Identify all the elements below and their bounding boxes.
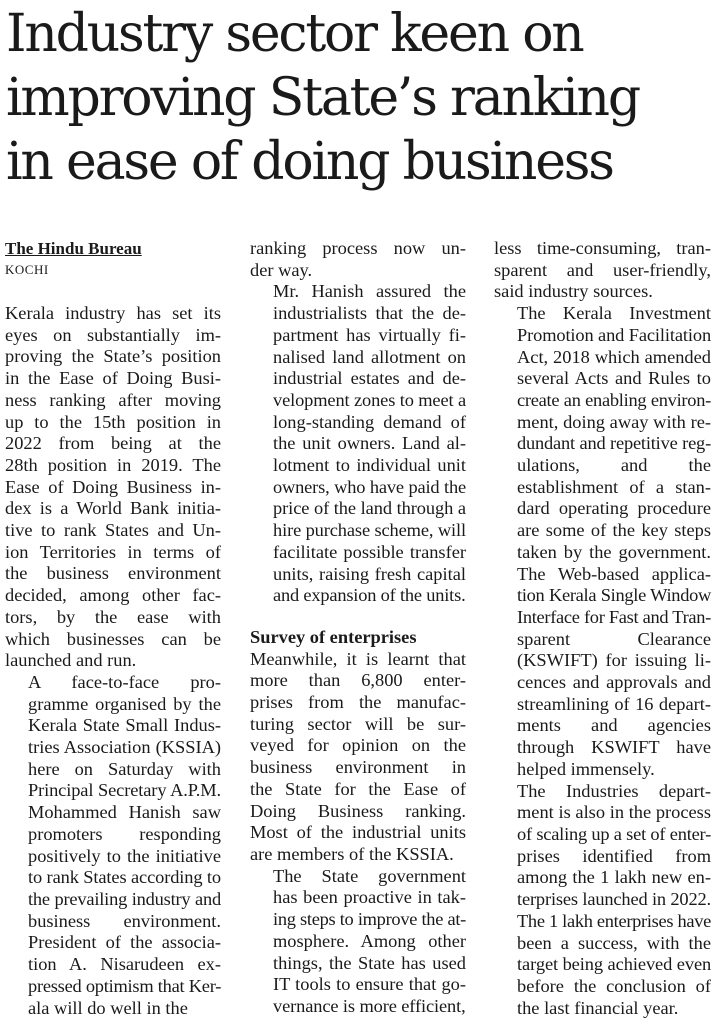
text-line: are some of the key steps	[494, 520, 711, 542]
text-line: facilitate possible transfer	[250, 542, 466, 564]
text-line: Meanwhile, it is learnt that	[250, 649, 466, 671]
paragraph	[250, 866, 466, 1018]
text-line: dundant and repetitive reg-	[494, 433, 711, 455]
subheading: Survey of enterprises	[250, 627, 466, 649]
text-line: the prevailing industry and	[5, 889, 221, 911]
headline-line: improving State’s ranking	[6, 66, 712, 130]
text-line: owners, who have paid the	[250, 477, 466, 499]
text-line: Mohammed Hanish saw	[5, 802, 221, 824]
text-line: business environment.	[5, 911, 221, 933]
text-line: turing sector will be sur-	[250, 714, 466, 736]
paragraph	[494, 238, 711, 303]
text-line: The 1 lakh enterprises have	[494, 911, 711, 933]
text-line: gramme organised by the	[5, 694, 221, 716]
text-line: tors, by the ease with	[5, 607, 221, 629]
paragraph	[250, 238, 466, 281]
text-line: launched and run.	[5, 650, 221, 672]
text-line: several Acts and Rules to	[494, 368, 711, 390]
text-line: been a success, with the	[494, 933, 711, 955]
text-line: ranking process now un-	[250, 238, 466, 260]
paragraph	[250, 281, 466, 607]
text-line: said industry sources.	[494, 281, 711, 303]
text-line: through KSWIFT have	[494, 737, 711, 759]
text-line: target being achieved even	[494, 954, 711, 976]
article-column-3	[494, 238, 711, 1019]
text-line: long-standing demand of	[250, 412, 466, 434]
headline-line: Industry sector keen on	[6, 2, 712, 66]
text-line: things, the State has used	[250, 953, 466, 975]
text-line: positively to the initiative	[5, 846, 221, 868]
text-line: (KSWIFT) for issuing li-	[494, 650, 711, 672]
text-line: helped immensely.	[494, 759, 711, 781]
text-line: among the 1 lakh new en-	[494, 867, 711, 889]
text-line: tive to rank States and Un-	[5, 520, 221, 542]
text-line: industrialists that the de-	[250, 303, 466, 325]
paragraph	[250, 649, 466, 866]
text-line: ment is also in the process	[494, 802, 711, 824]
text-line: velopment zones to meet a	[250, 390, 466, 412]
text-line: Mr. Hanish assured the	[250, 281, 466, 303]
text-line: ing steps to improve the at-	[250, 909, 466, 931]
headline	[6, 2, 712, 194]
text-line: Ease of Doing Business in-	[5, 477, 221, 499]
text-line: less time-consuming, tran-	[494, 238, 711, 260]
text-line: ments and agencies	[494, 715, 711, 737]
text-line: President of the associa-	[5, 932, 221, 954]
text-line: Promotion and Facilitation	[494, 325, 711, 347]
text-line: sparent and user-friendly,	[494, 260, 711, 282]
text-line: partment has virtually fi-	[250, 325, 466, 347]
text-line: 28th position in 2019. The	[5, 455, 221, 477]
text-line: The State government	[250, 866, 466, 888]
text-line: The Web-based applica-	[494, 564, 711, 586]
text-line: industrial estates and de-	[250, 368, 466, 390]
text-line: before the conclusion of	[494, 976, 711, 998]
text-line: eyes on substantially im-	[5, 325, 221, 347]
text-line: ness ranking after moving	[5, 390, 221, 412]
text-line: promoters responding	[5, 824, 221, 846]
text-line: the last financial year.	[494, 998, 711, 1019]
text-line: up to the 15th position in	[5, 412, 221, 434]
text-line: tion Kerala Single Window	[494, 585, 711, 607]
text-line: price of the land through a	[250, 498, 466, 520]
text-line: has been proactive in tak-	[250, 887, 466, 909]
text-line: Principal Secretary A.P.M.	[5, 780, 221, 802]
text-line: ion Territories in terms of	[5, 542, 221, 564]
paragraph	[494, 781, 711, 1019]
paragraph	[5, 303, 221, 672]
text-line: IT tools to ensure that go-	[250, 974, 466, 996]
text-line: ulations, and the	[494, 455, 711, 477]
text-line: nalised land allotment on	[250, 347, 466, 369]
text-line: which businesses can be	[5, 629, 221, 651]
text-line: create an enabling environ-	[494, 390, 711, 412]
text-line: the State for the Ease of	[250, 779, 466, 801]
text-line: lotment to individual unit	[250, 455, 466, 477]
text-line: dex is a World Bank initia-	[5, 498, 221, 520]
text-line: der way.	[250, 260, 466, 282]
text-line: Interface for Fast and Tran-	[494, 607, 711, 629]
text-line: are members of the KSSIA.	[250, 844, 466, 866]
dateline: KOCHI	[5, 260, 221, 280]
text-line: tries Association (KSSIA)	[5, 737, 221, 759]
text-line: mosphere. Among other	[250, 931, 466, 953]
text-line: Doing Business ranking.	[250, 801, 466, 823]
text-line: Act, 2018 which amended	[494, 347, 711, 369]
text-line: and expansion of the units.	[250, 585, 466, 607]
text-line: dard operating procedure	[494, 498, 711, 520]
text-line: of scaling up a set of enter-	[494, 824, 711, 846]
text-line: Kerala industry has set its	[5, 303, 221, 325]
text-line: tion A. Nisarudeen ex-	[5, 954, 221, 976]
text-line: terprises launched in 2022.	[494, 889, 711, 911]
text-line: the business environment	[5, 563, 221, 585]
text-line: more than 6,800 enter-	[250, 670, 466, 692]
text-line: vernance is more efficient,	[250, 996, 466, 1018]
text-line: veyed for opinion on the	[250, 735, 466, 757]
text-line: proving the State’s position	[5, 346, 221, 368]
text-line: hire purchase scheme, will	[250, 520, 466, 542]
text-line: pressed optimism that Ker-	[5, 976, 221, 998]
text-line: The Industries depart-	[494, 781, 711, 803]
article-column-1	[5, 238, 221, 1019]
text-line: streamlining of 16 depart-	[494, 694, 711, 716]
text-line: business environment in	[250, 757, 466, 779]
paragraph	[5, 672, 221, 1019]
text-line: to rank States according to	[5, 867, 221, 889]
text-line: decided, among other fac-	[5, 585, 221, 607]
text-line: sparent Clearance	[494, 629, 711, 651]
text-line: taken by the government.	[494, 542, 711, 564]
text-line: units, raising fresh capital	[250, 564, 466, 586]
text-line: The Kerala Investment	[494, 303, 711, 325]
text-line: ala will do well in the	[5, 998, 221, 1019]
headline-line: in ease of doing business	[6, 130, 712, 194]
text-line: establishment of a stan-	[494, 477, 711, 499]
text-line: prises identified from	[494, 846, 711, 868]
text-line: in the Ease of Doing Busi-	[5, 368, 221, 390]
text-line: Kerala State Small Indus-	[5, 715, 221, 737]
text-line: here on Saturday with	[5, 759, 221, 781]
text-line: prises from the manufac-	[250, 692, 466, 714]
text-line: cences and approvals and	[494, 672, 711, 694]
paragraph	[494, 303, 711, 780]
text-line: ment, doing away with re-	[494, 412, 711, 434]
text-line: A face-to-face pro-	[5, 672, 221, 694]
text-line: 2022 from being at the	[5, 433, 221, 455]
article-column-2	[250, 238, 466, 1018]
text-line: Most of the industrial units	[250, 822, 466, 844]
byline: The Hindu Bureau	[5, 238, 221, 260]
text-line: the unit owners. Land al-	[250, 433, 466, 455]
